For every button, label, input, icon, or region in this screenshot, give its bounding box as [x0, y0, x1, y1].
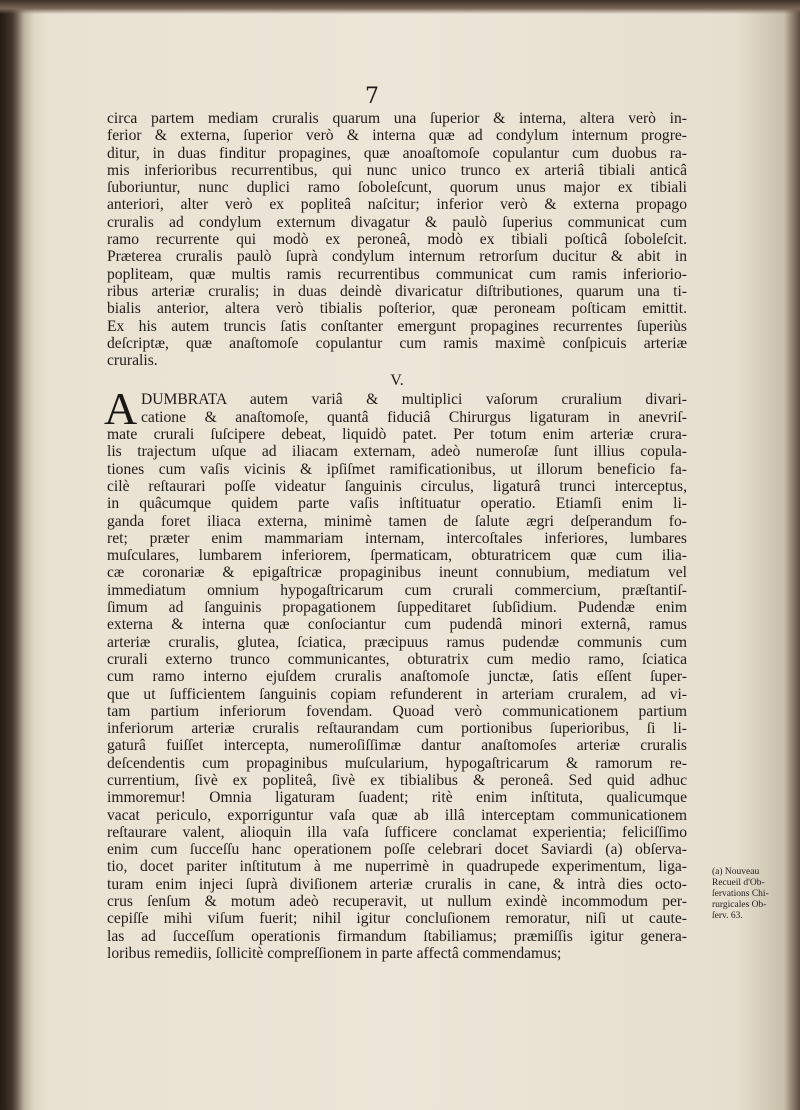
paragraph-2 [104, 383, 687, 962]
text-line: crurali externo trunco communicantes, obturatrix cum medio ramo, ſciatica [107, 650, 687, 668]
text-line: las ad ſucceſſum operationis firmandum ſtabiliamus; præmiſſis igitur genera- [107, 927, 687, 945]
text-line: cum ramo interno ejuſdem cruralis anaſtomoſe junctæ, ſatis eſſent ſuper- [107, 668, 687, 686]
text-line: popliteam, quæ multis ramis recurrentibus communicat cum ramis inferiorio- [107, 265, 687, 283]
text-line: Ex his autem truncis ſatis conſtanter emergunt propagines recurrentes ſuperiùs [107, 317, 687, 335]
margin-note-line: ſerv. 63. [712, 911, 743, 921]
margin-note-line: (a) Nouveau [712, 867, 760, 877]
text-line: lis trajectum uſque ad iliacam externam, adeò numeroſæ ſunt illius copula- [107, 443, 687, 461]
text-line: tam partium inferiorum fovendam. Quoad verò communicationem partium [107, 702, 687, 720]
text-line: currentium, ſivè ex popliteâ, ſivè ex tibialibus & peroneâ. Sed quid adhuc [107, 771, 687, 789]
text-line: cæ coronariæ & epigaſtricæ propaginibus ineunt connubium, mediatum vel [107, 564, 687, 582]
text-line: tio, docet pariter inſtitutum à me nuperrimè in quadrupede experimentum, liga- [107, 858, 687, 876]
text-line: que ut ſufficientem ſanguinis copiam refunderent in arteriam cruralem, ad vi- [107, 685, 687, 703]
drop-cap: A [104, 383, 138, 435]
book-page [22, 12, 790, 1104]
text-line: immoremur! Omnia ligaturam ſuadent; ritè enim inſtituta, qualicumque [107, 789, 687, 807]
text-line: cruralis ad condylum externum divagatur & paulò ſuperius communicat cum [107, 213, 687, 231]
paragraph-2-lines [107, 409, 687, 963]
text-line: ganda foret iliaca externa, minimè tamen de ſalute ægri deſperandum fo- [107, 512, 687, 530]
paragraph-1 [107, 110, 687, 369]
text-line: gaturâ fuiſſet intercepta, numeroſiſſimæ dantur anaſtomoſes arteriæ cruralis [107, 737, 687, 755]
page-number: 7 [365, 84, 379, 109]
text-line: deſcriptæ, quæ anaſtomoſe copulantur cum ramis maximè conſpicuis arteriæ [107, 334, 687, 352]
text-line: ſimum ad ſanguinis propagationem ſuppeditaret ſubſidium. Pudendæ enim [107, 599, 687, 617]
text-line: inferiorum arteriæ cruralis reſtaurandam cum portionibus ſuperioribus, ſi li- [107, 720, 687, 738]
text-line: ret; præter enim mammariam internam, intercoſtales inferiores, lumbares [107, 529, 687, 547]
text-line: muſculares, lumbarem inferiorem, ſpermaticam, obturatricem quæ cum ilia- [107, 547, 687, 565]
text-line: ribus arteriæ cruralis; in duas deindè divaricatur diſtributiones, quarum una ti- [107, 282, 687, 300]
text-line: deſcendentis cum propaginibus muſcularium, hypogaſtricarum & ramorum re- [107, 754, 687, 772]
text-line: crus ſenſum & motum adeò recuperavit, ut nullum exindè incommodum per- [107, 893, 687, 911]
text-line: DUMBRATA autem variâ & multiplici vaſorum cruralium divari- [141, 391, 687, 409]
body-text [104, 110, 687, 962]
margin-note-line: rurgicales Ob- [712, 900, 767, 910]
text-line: ſuboriuntur, nunc duplici ramo ſoboleſcunt, quorum unus major ex tibiali [107, 179, 687, 197]
text-line: loribus remediis, ſollicitè compreſſionem in parte affectâ commendamus; [107, 944, 562, 962]
text-line: reſtaurare valent, alioquin illa vaſa ſufficere conclamat experientia; feliciſſimo [107, 823, 687, 841]
text-line: cepiſſe mihi viſum fuerit; nihil igitur concluſionem remoratur, niſi ut caute- [107, 910, 687, 928]
text-line: ferior & externa, ſuperior verò & interna quæ ad condylum internum progre- [107, 127, 687, 145]
text-line: cruralis. [107, 352, 158, 370]
text-line: circa partem mediam cruralis quarum una ſuperior & interna, altera verò in- [107, 110, 687, 127]
text-line: tiones cum vaſis vicinis & ipſiſmet ramificationibus, ut illorum beneficio fa- [107, 460, 687, 478]
text-line: immediatum omnium hypogaſtricarum cum crurali commercium, præſtantiſ- [107, 581, 687, 599]
text-line: mate crurali ſuſcipere debeat, liquidò patet. Per totum enim arteriæ crura- [107, 426, 687, 444]
text-line: arteriæ cruralis, glutea, ſciatica, præcipuus ramus pudendæ communis cum [107, 633, 687, 651]
text-line: bialis anterior, altera verò tibialis poſterior, quæ peroneam poſticam emittit. [107, 300, 687, 318]
text-line: vacat periculo, exporriguntur vaſa quæ ab illâ interceptam communicationem [107, 806, 687, 824]
text-line: anteriori, alter verò ex popliteâ naſcitur; inferior verò & externa propago [107, 196, 687, 214]
text-line: catione & anaſtomoſe, quantâ fiduciâ Chirurgus ligaturam in anevriſ- [141, 408, 687, 426]
text-line: turam enim injeci ſuprà diviſionem arteriæ cruralis in cane, & intrà dies octo- [107, 875, 687, 893]
text-line: ditur, in duas finditur propagines, quæ anoaſtomoſe copulantur cum duobus ra- [107, 144, 687, 162]
margin-note [712, 867, 790, 922]
text-line: Præterea cruralis paulò ſuprà condylum internum retrorſum ducitur & abit in [107, 248, 687, 266]
text-line: mis inferioribus recurrentibus, qui nunc unico trunco ex arteriâ tibiali anticâ [107, 161, 687, 179]
section-heading: V. [390, 372, 404, 390]
text-line: ramo recurrente qui modò ex peroneâ, modò ex tibiali poſticâ ſoboleſcit. [107, 231, 687, 249]
text-line: in quâcumque quidem parte vaſis inſtituatur operatio. Etiamſi enim li- [107, 495, 687, 513]
margin-note-line: Recueil d'Ob- [712, 878, 765, 888]
margin-note-line: ſervations Chi- [712, 889, 769, 899]
text-line: externa & interna quæ conſociantur cum pudendâ minori externâ, ramus [107, 616, 687, 634]
text-line: enim cum ſucceſſu hanc operationem poſſe celebrari docet Saviardi (a) obſerva- [107, 841, 687, 859]
text-line: cilè reſtaurari poſſe videatur ſanguinis circulus, ligaturâ trunci interceptus, [107, 477, 687, 495]
